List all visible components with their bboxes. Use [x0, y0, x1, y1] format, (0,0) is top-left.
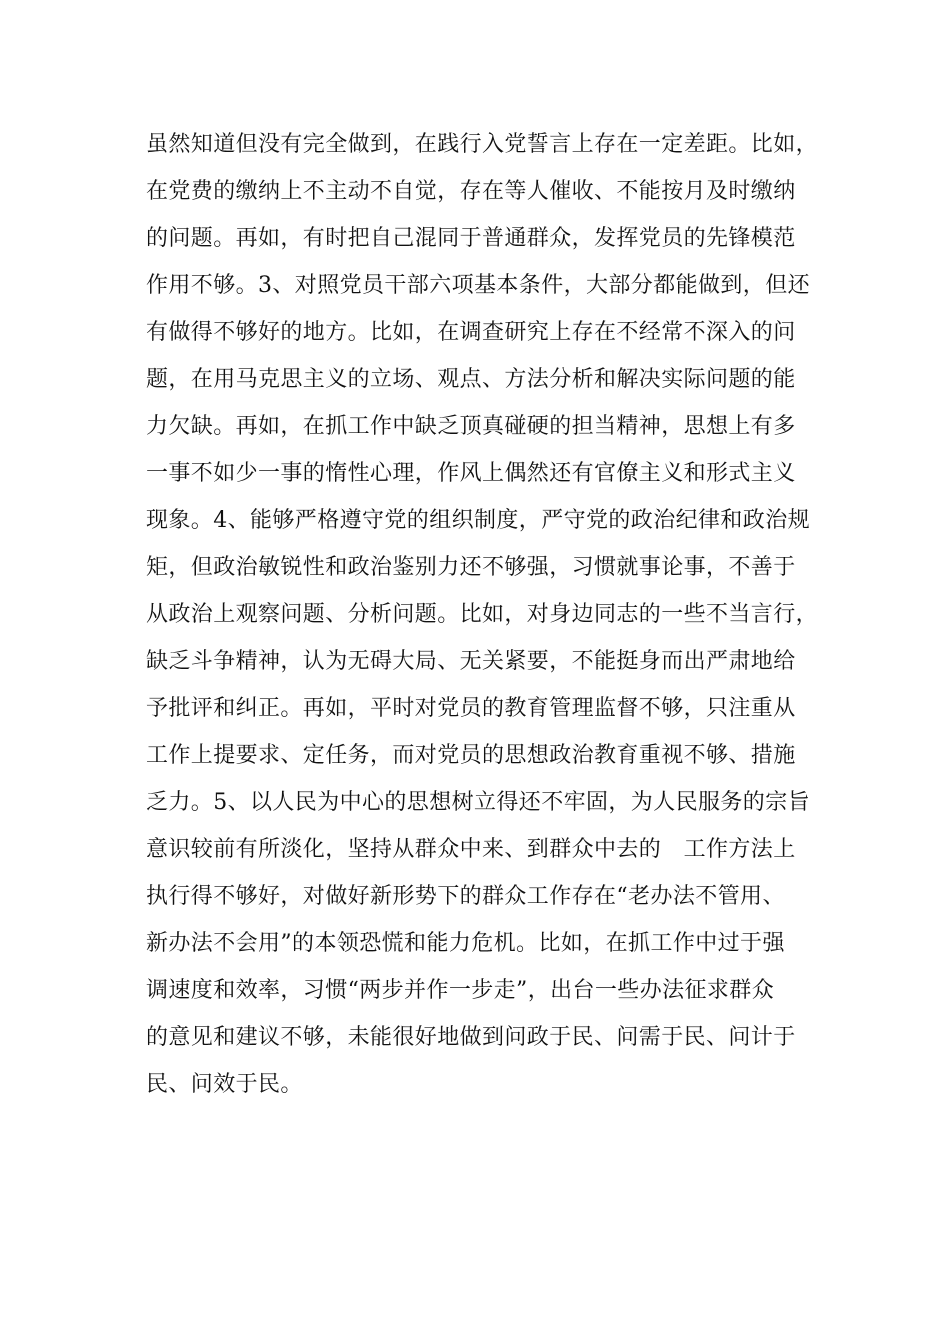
text-line: 在党费的缴纳上不主动不自觉，存在等人催收、不能按月及时缴纳 — [146, 179, 796, 204]
text-line: 现象。4、能够严格遵守党的组织制度，严守党的政治纪律和政治规 — [146, 508, 810, 533]
text-line: 矩，但政治敏锐性和政治鉴别力还不够强，习惯就事论事，不善于 — [146, 555, 796, 580]
text-line: 虽然知道但没有完全做到，在践行入党誓言上存在一定差距。比如， — [146, 132, 819, 157]
text-line: 一事不如少一事的惰性心理，作风上偶然还有官僚主义和形式主义 — [146, 461, 796, 486]
text-line: 力欠缺。再如，在抓工作中缺乏顶真碰硬的担当精神，思想上有多 — [146, 414, 796, 439]
text-line: 有做得不够好的地方。比如，在调查研究上存在不经常不深入的问 — [146, 320, 796, 345]
text-line: 意识较前有所淡化，坚持从群众中来、到群众中去的 工作方法上 — [146, 837, 796, 862]
text-line: 乏力。5、以人民为中心的思想树立得还不牢固，为人民服务的宗旨 — [146, 790, 810, 815]
text-line: 缺乏斗争精神，认为无碍大局、无关紧要，不能挺身而出严肃地给 — [146, 649, 796, 674]
text-line: 的意见和建议不够，未能很好地做到问政于民、问需于民、问计于 — [146, 1025, 796, 1050]
text-line: 题，在用马克思主义的立场、观点、方法分析和解决实际问题的能 — [146, 367, 796, 392]
text-line: 工作上提要求、定任务，而对党员的思想政治教育重视不够、措施 — [146, 743, 796, 768]
text-line: 的问题。再如，有时把自己混同于普通群众，发挥党员的先锋模范 — [146, 226, 796, 251]
body-text — [146, 130, 826, 1117]
text-line: 调速度和效率，习惯“两步并作一步走”，出台一些办法征求群众 — [146, 978, 775, 1003]
text-line: 执行得不够好，对做好新形势下的群众工作存在“老办法不管用、 — [146, 884, 785, 909]
text-line: 予批评和纠正。再如，平时对党员的教育管理监督不够，只注重从 — [146, 696, 796, 721]
text-line: 新办法不会用”的本领恐慌和能力危机。比如，在抓工作中过于强 — [146, 931, 785, 956]
text-line: 作用不够。3、对照党员干部六项基本条件，大部分都能做到，但还 — [146, 273, 810, 298]
text-line: 从政治上观察问题、分析问题。比如，对身边同志的一些不当言行， — [146, 602, 819, 627]
text-line: 民、问效于民。 — [146, 1072, 303, 1097]
